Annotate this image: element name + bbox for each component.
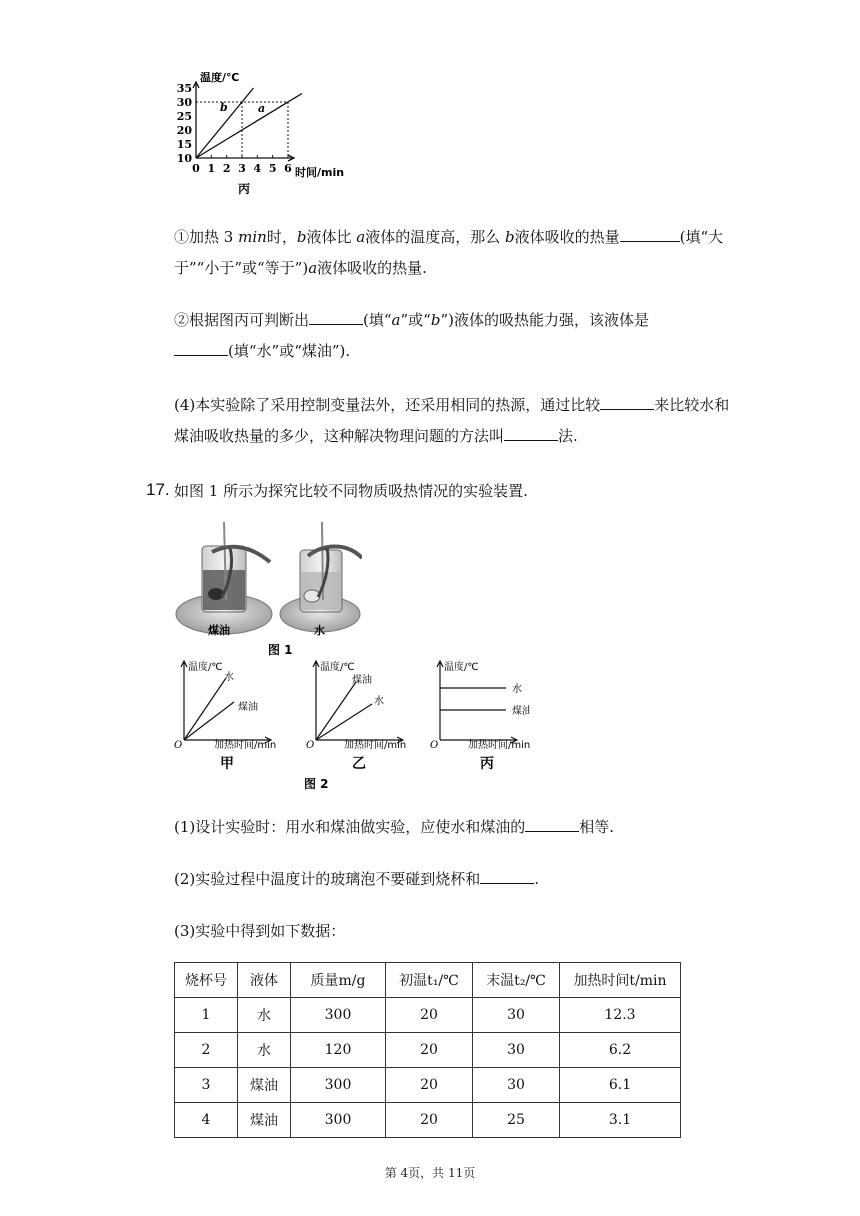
graph-jia-origin: O — [174, 740, 183, 751]
kerosene-label: 煤油 — [208, 624, 230, 637]
graph-bing-line2-label: 煤油 — [512, 706, 530, 717]
graph-bing-caption: 丙 — [480, 756, 494, 772]
graph-bing-y-label: 温度/℃ — [444, 662, 479, 673]
q3-item1-text: 时， — [266, 228, 297, 246]
q17-part1-text: (1)设计实验时：用水和煤油做实验，应使水和煤油的 — [174, 818, 526, 836]
page-footer: 第 4页，共 11页 — [384, 1166, 476, 1180]
graph-jia-line2-label: 煤油 — [238, 702, 258, 713]
graph-yi-kerosene-line — [316, 682, 356, 740]
q3-item1-text: 液体吸收的热量. — [317, 259, 427, 277]
x-tick-label: 4 — [253, 162, 262, 175]
graph-bing-axes — [437, 661, 517, 743]
q4-text: (4)本实验除了采用控制变量法外，还采用相同的热源，通过比较 — [174, 396, 601, 414]
answer-blank[interactable] — [480, 867, 534, 884]
table-cell: 水 — [238, 998, 291, 1033]
table-cell: 4 — [175, 1103, 238, 1138]
beakers-illustration — [172, 522, 362, 660]
table-cell: 20 — [386, 1103, 473, 1138]
table-row — [175, 1068, 681, 1103]
data-table — [174, 962, 681, 1138]
x-tick-label: 5 — [268, 162, 277, 175]
table-cell: 12.3 — [560, 998, 681, 1033]
table-header-row — [175, 963, 681, 998]
temperature-time-graph — [172, 72, 362, 200]
q3-item1-text: ①加热 — [174, 228, 220, 246]
answer-blank[interactable] — [504, 424, 558, 441]
q3-item1-var: a — [356, 228, 366, 246]
y-tick-label: 10 — [176, 152, 192, 165]
table-cell: 6.1 — [560, 1068, 681, 1103]
q4 — [174, 390, 734, 452]
q3-item1-var: b — [504, 228, 515, 246]
q3-item1-text: 液体比 — [306, 228, 352, 246]
y-tick-label: 25 — [176, 110, 192, 123]
table-cell: 3 — [175, 1068, 238, 1103]
q3-item1-text: 液体的温度高，那么 — [365, 228, 501, 246]
q3-item1-unit: min — [238, 228, 267, 246]
figure-2-graphs — [170, 658, 530, 798]
table-cell: 20 — [386, 1068, 473, 1103]
graph-jia-x-label: 加热时间/min — [214, 740, 277, 751]
graph-yi-x-label: 加热时间/min — [344, 740, 407, 751]
table-cell: 30 — [473, 1033, 560, 1068]
graph-yi-caption: 乙 — [352, 756, 366, 772]
q17-part1 — [174, 812, 734, 843]
q3-item2-text: ”或“ — [400, 311, 431, 329]
graph-caption: 丙 — [238, 182, 251, 196]
answer-blank[interactable] — [620, 225, 680, 242]
table-cell: 2 — [175, 1033, 238, 1068]
table-row — [175, 1103, 681, 1138]
table-cell: 25 — [473, 1103, 560, 1138]
q3-item2-text: (填“ — [363, 311, 392, 329]
table-header-cell: 质量m/g — [291, 963, 386, 998]
graph-jia-kerosene-line — [184, 702, 234, 740]
x-axis-label: 时间/min — [295, 166, 345, 179]
y-tick-label: 20 — [176, 124, 192, 137]
y-tick-label: 30 — [176, 96, 192, 109]
q3-item2-text: ”)液体的吸热能力强，该液体是 — [440, 311, 649, 329]
graph-bing-line1-label: 水 — [512, 684, 522, 695]
q3-item2-var: b — [430, 311, 441, 329]
q3-item1-var: b — [296, 228, 307, 246]
x-tick-label: 2 — [222, 162, 231, 175]
graph-yi-line1-label: 煤油 — [352, 675, 372, 686]
graph-bing-x-label: 加热时间/min — [468, 740, 530, 751]
water-label: 水 — [314, 624, 325, 637]
q17-part1-text: 相等. — [579, 818, 615, 836]
graph-yi-line2-label: 水 — [374, 696, 384, 707]
answer-blank[interactable] — [600, 393, 654, 410]
table-header-cell: 液体 — [238, 963, 291, 998]
answer-blank[interactable] — [309, 308, 363, 325]
q17-part2-text: (2)实验过程中温度计的玻璃泡不要碰到烧杯和 — [174, 870, 481, 888]
graph-bing-origin: O — [430, 740, 439, 751]
figure-2 — [170, 658, 530, 798]
series-lines — [196, 88, 302, 158]
line-a-label: a — [258, 102, 266, 115]
table-header-cell: 末温t₂/℃ — [473, 963, 560, 998]
graph-jia-y-label: 温度/℃ — [188, 662, 223, 673]
q3-item1-text: 液体吸收的热量 — [514, 228, 620, 246]
table-cell: 水 — [238, 1033, 291, 1068]
q17-part2-text: . — [534, 870, 540, 888]
x-tick-label: 6 — [284, 162, 292, 175]
temperature-time-graph-svg — [172, 72, 362, 200]
kerosene-beaker — [176, 522, 272, 634]
q17-stem: 如图 1 所示为探究比较不同物质吸热情况的实验装置. — [174, 482, 528, 500]
x-tick-label: 0 — [192, 162, 200, 175]
figure-2-caption: 图 2 — [304, 777, 329, 791]
table-cell: 30 — [473, 998, 560, 1033]
graph-jia-line1-label: 水 — [224, 672, 234, 683]
table-row — [175, 998, 681, 1033]
q3-item2-text: ②根据图丙可判断出 — [174, 311, 310, 329]
x-tick-label: 1 — [207, 162, 216, 175]
figure-1-caption: 图 1 — [268, 643, 293, 657]
line-b-label: b — [220, 101, 228, 114]
water-beaker — [280, 522, 362, 632]
graph-yi-water-line — [316, 704, 372, 740]
q3-item2-var: a — [391, 311, 401, 329]
table-header-cell: 烧杯号 — [175, 963, 238, 998]
q3-item2 — [174, 305, 734, 367]
table-cell: 3.1 — [560, 1103, 681, 1138]
graph-yi-axes — [313, 661, 403, 743]
y-tick-label: 35 — [176, 82, 192, 95]
table-header-cell: 加热时间t/min — [560, 963, 681, 998]
q3-item1-text: (填“大于”“小于”或“等于”) — [174, 228, 724, 277]
graph-yi-origin: O — [306, 740, 315, 751]
table-cell: 6.2 — [560, 1033, 681, 1068]
figure-1 — [172, 522, 362, 660]
q3-item1-number: 3 — [223, 228, 234, 246]
table-cell: 300 — [291, 1103, 386, 1138]
q4-text: 法. — [558, 427, 578, 445]
table-header-cell: 初温t₁/℃ — [386, 963, 473, 998]
x-tick-label: 3 — [238, 162, 246, 175]
table-cell: 300 — [291, 1068, 386, 1103]
y-ticks — [177, 82, 193, 165]
table-cell: 煤油 — [238, 1103, 291, 1138]
answer-blank[interactable] — [525, 815, 579, 832]
q17-part2 — [174, 864, 734, 895]
q3-item2-text: (填“水”或“煤油”). — [228, 342, 351, 360]
q17-part3: (3)实验中得到如下数据： — [174, 922, 346, 940]
table-cell: 20 — [386, 998, 473, 1033]
q4-text: 来比较水和煤油吸收热量的多少，这种解决物理问题的方法叫 — [174, 396, 730, 445]
table-cell: 30 — [473, 1068, 560, 1103]
table-cell: 煤油 — [238, 1068, 291, 1103]
q3-item1 — [174, 222, 734, 284]
graph-yi-y-label: 温度/℃ — [320, 662, 355, 673]
table-row — [175, 1033, 681, 1068]
table-cell: 300 — [291, 998, 386, 1033]
table-cell: 1 — [175, 998, 238, 1033]
graph-jia-caption: 甲 — [220, 756, 234, 772]
axes — [193, 82, 294, 161]
series-line-b — [196, 88, 254, 158]
series-line-a — [196, 94, 302, 158]
y-tick-label: 15 — [176, 138, 192, 151]
question-number: 17. — [146, 480, 170, 499]
y-axis-label: 温度/℃ — [200, 72, 240, 84]
q3-item1-var: a — [308, 259, 318, 277]
table-cell: 120 — [291, 1033, 386, 1068]
table-cell: 20 — [386, 1033, 473, 1068]
answer-blank[interactable] — [174, 339, 228, 356]
graph-jia-water-line — [184, 678, 226, 740]
